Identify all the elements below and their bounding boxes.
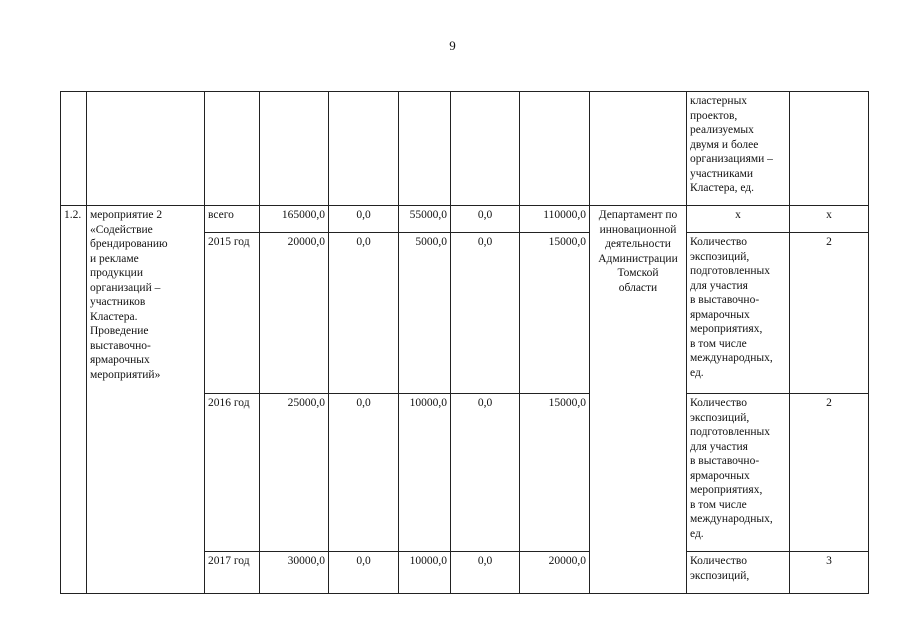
federal-cell: 0,0: [329, 233, 399, 394]
local-cell: 0,0: [451, 206, 520, 233]
program-table: [60, 91, 869, 594]
regional-cell: 10000,0: [399, 552, 451, 594]
value-cell: x: [790, 206, 869, 233]
total-cell: 20000,0: [260, 233, 329, 394]
indicator-cell: Количество экспозиций, подготовленных для участия в выставочно- ярмарочных мероприятиях, в том числе международных, ед.: [687, 233, 790, 394]
period-cell: 2016 год: [205, 394, 260, 552]
table-cell: [520, 92, 590, 206]
period-cell: 2017 год: [205, 552, 260, 594]
total-cell: 25000,0: [260, 394, 329, 552]
value-cell: 2: [790, 394, 869, 552]
table-cell: [590, 92, 687, 206]
value-cell: 3: [790, 552, 869, 594]
table-cell: [260, 92, 329, 206]
federal-cell: 0,0: [329, 206, 399, 233]
table-row: [61, 92, 869, 206]
local-cell: 0,0: [451, 552, 520, 594]
indicator-cell: x: [687, 206, 790, 233]
executor-cell: Департамент по инновационной деятельности Администрации Томской области: [590, 206, 687, 594]
regional-cell: 10000,0: [399, 394, 451, 552]
table-cell: [205, 92, 260, 206]
indicator-cell: Количество экспозиций, подготовленных для участия в выставочно- ярмарочных мероприятиях, в том числе международных, ед.: [687, 394, 790, 552]
local-cell: 0,0: [451, 233, 520, 394]
table-cell: [399, 92, 451, 206]
table-cell: [87, 92, 205, 206]
extra-cell: 15000,0: [520, 233, 590, 394]
total-cell: 165000,0: [260, 206, 329, 233]
regional-cell: 5000,0: [399, 233, 451, 394]
page-number: 9: [449, 38, 456, 53]
table-row: [61, 206, 869, 233]
extra-cell: 15000,0: [520, 394, 590, 552]
extra-cell: 110000,0: [520, 206, 590, 233]
local-cell: 0,0: [451, 394, 520, 552]
regional-cell: 55000,0: [399, 206, 451, 233]
indicator-cell: Количество экспозиций,: [687, 552, 790, 594]
extra-cell: 20000,0: [520, 552, 590, 594]
table-cell: [61, 92, 87, 206]
measure-name: мероприятие 2 «Содействие брендированию и рекламе продукции организаций – участников Кластера. Проведение выставочно- ярмарочных мероприятий»: [87, 206, 205, 594]
table-cell: [790, 92, 869, 206]
indicator-cell: кластерных проектов, реализуемых двумя и более организациями – участниками Кластера, ед.: [687, 92, 790, 206]
table-cell: [329, 92, 399, 206]
table-cell: [451, 92, 520, 206]
measure-number: 1.2.: [61, 206, 87, 594]
total-cell: 30000,0: [260, 552, 329, 594]
period-cell: всего: [205, 206, 260, 233]
federal-cell: 0,0: [329, 552, 399, 594]
period-cell: 2015 год: [205, 233, 260, 394]
federal-cell: 0,0: [329, 394, 399, 552]
value-cell: 2: [790, 233, 869, 394]
